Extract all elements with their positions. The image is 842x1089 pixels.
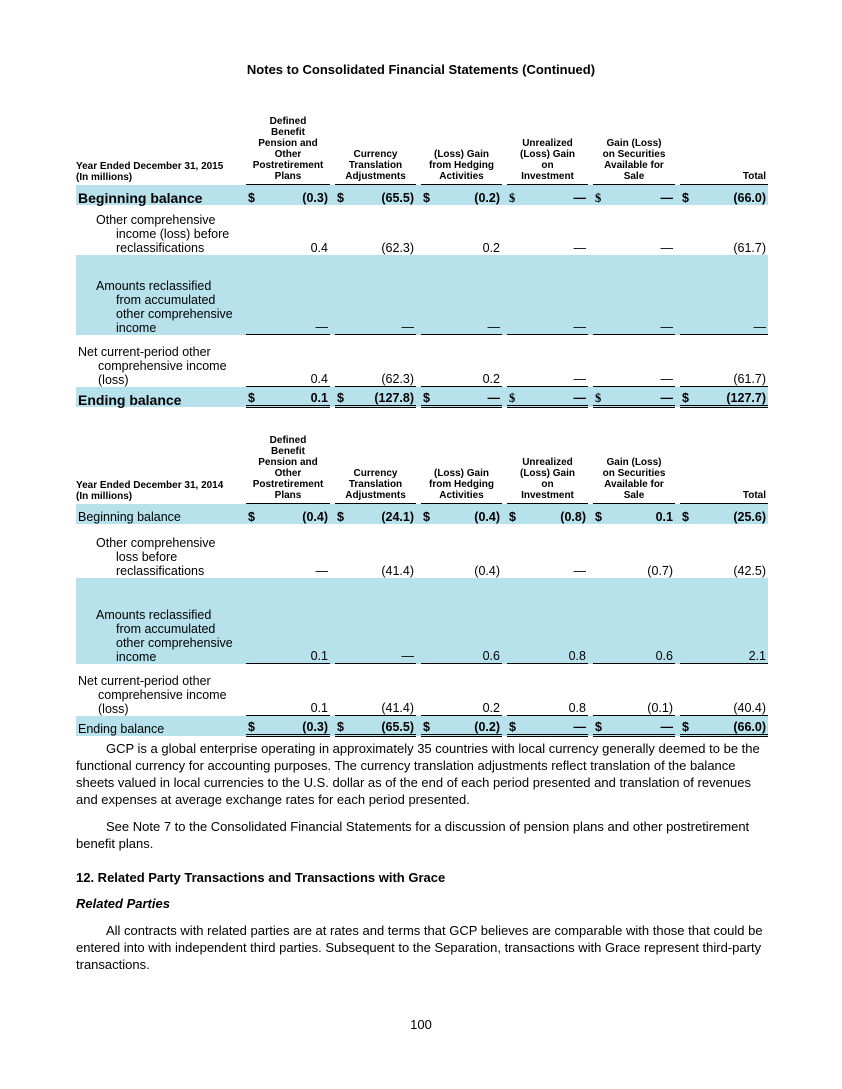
section-heading: 12. Related Party Transactions and Transactions with Grace bbox=[76, 870, 446, 885]
cell-content bbox=[423, 372, 500, 386]
cell-number: — bbox=[573, 720, 586, 734]
currency-sign: $ bbox=[595, 509, 602, 524]
cell-content bbox=[337, 372, 414, 386]
cell-number: 0.4 bbox=[310, 240, 328, 255]
row-value bbox=[680, 524, 768, 578]
cell-number: 2.1 bbox=[748, 649, 766, 663]
cell-content bbox=[337, 191, 414, 205]
row-value bbox=[246, 578, 330, 664]
row-value bbox=[335, 524, 416, 578]
cell-number: 0.8 bbox=[568, 701, 586, 715]
row-value bbox=[246, 504, 330, 524]
cell-content bbox=[595, 320, 673, 334]
cell-number: 0.1 bbox=[655, 509, 673, 524]
cell-number: (24.1) bbox=[381, 509, 414, 524]
cell-number: 0.2 bbox=[482, 701, 500, 715]
cell-number: (65.5) bbox=[381, 190, 414, 205]
cell-number: — bbox=[660, 391, 673, 405]
cell-content bbox=[509, 241, 586, 255]
cell-content bbox=[595, 510, 673, 524]
cell-number: — bbox=[660, 190, 673, 205]
currency-sign: $ bbox=[682, 190, 689, 205]
cell-number: (127.8) bbox=[374, 391, 414, 405]
cell-number: (42.5) bbox=[733, 563, 766, 578]
row-value bbox=[421, 185, 502, 205]
row-label: Other comprehensive income (loss) before reclassifications bbox=[96, 212, 230, 255]
currency-sign: $ bbox=[682, 509, 689, 524]
cell-number: (41.4) bbox=[381, 701, 414, 715]
row-value bbox=[246, 335, 330, 387]
row-value bbox=[680, 716, 768, 736]
pension-note-paragraph: See Note 7 to the Consolidated Financial Statements for a discussion of pension plans and other postretirement benefit plans. bbox=[76, 819, 750, 851]
row-value bbox=[335, 387, 416, 407]
row-value bbox=[421, 387, 502, 407]
column-header-currency: Currency Translation Adjustments bbox=[335, 435, 416, 504]
aoci-table-2014 bbox=[76, 435, 768, 737]
cell-content bbox=[337, 510, 414, 524]
cell-content bbox=[682, 564, 766, 578]
row-value bbox=[593, 504, 675, 524]
cell-content bbox=[595, 191, 673, 205]
cell-content bbox=[682, 649, 766, 663]
year-label: Year Ended December 31, 2014 (In millions) bbox=[76, 479, 224, 502]
cell-content bbox=[682, 701, 766, 715]
currency-sign: $ bbox=[595, 720, 602, 734]
table-row bbox=[76, 664, 768, 716]
cell-number: 0.2 bbox=[482, 240, 500, 255]
column-header-currency: Currency Translation Adjustments bbox=[335, 116, 416, 185]
column-header-hedging: (Loss) Gain from Hedging Activities bbox=[421, 116, 502, 185]
cell-content bbox=[509, 372, 586, 386]
cell-content bbox=[682, 241, 766, 255]
row-value bbox=[593, 387, 675, 407]
row-value bbox=[335, 255, 416, 335]
cell-content bbox=[248, 649, 328, 663]
column-header-total: Total bbox=[680, 435, 768, 504]
row-value bbox=[507, 664, 588, 716]
row-value bbox=[593, 716, 675, 736]
cell-number: (62.3) bbox=[381, 240, 414, 255]
cell-number: (25.6) bbox=[733, 509, 766, 524]
cell-content bbox=[595, 372, 673, 386]
row-value bbox=[593, 664, 675, 716]
cell-content bbox=[423, 191, 500, 205]
cell-number: (0.3) bbox=[302, 720, 328, 734]
cell-number: 0.6 bbox=[482, 649, 500, 663]
row-value bbox=[335, 335, 416, 387]
cell-number: 0.1 bbox=[310, 649, 328, 663]
cell-number: — bbox=[660, 320, 673, 334]
cell-number: — bbox=[401, 320, 414, 334]
cell-number: 0.1 bbox=[310, 701, 328, 715]
cell-content bbox=[595, 720, 673, 734]
cell-number: (62.3) bbox=[381, 372, 414, 386]
related-parties-paragraph: All contracts with related parties are at rates and terms that GCP believes are comparable with those that could be entered into with independent third parties. Subsequent to the Separation, transactions with Grace represent third-party transactions. bbox=[76, 923, 763, 972]
cell-content bbox=[423, 320, 500, 334]
row-value bbox=[507, 185, 588, 205]
cell-number: — bbox=[660, 240, 673, 255]
cell-content bbox=[682, 391, 766, 405]
cell-content bbox=[423, 649, 500, 663]
row-label: Beginning balance bbox=[76, 185, 246, 205]
row-value bbox=[421, 664, 502, 716]
currency-sign: $ bbox=[595, 391, 602, 405]
row-value bbox=[680, 504, 768, 524]
currency-sign: $ bbox=[248, 720, 255, 734]
cell-number: (127.7) bbox=[726, 391, 766, 405]
row-value bbox=[335, 578, 416, 664]
row-label: Net current-period other comprehensive income (loss) bbox=[78, 673, 227, 716]
cell-number: (0.4) bbox=[474, 563, 500, 578]
row-label: Ending balance bbox=[76, 387, 246, 407]
cell-number: — bbox=[573, 372, 586, 386]
row-value bbox=[335, 716, 416, 736]
cell-content bbox=[509, 720, 586, 734]
currency-sign: $ bbox=[423, 391, 430, 405]
cell-content bbox=[423, 241, 500, 255]
row-value bbox=[246, 185, 330, 205]
cell-content bbox=[682, 320, 766, 334]
currency-sign: $ bbox=[248, 190, 255, 205]
table-row bbox=[76, 185, 768, 205]
cell-content bbox=[248, 320, 328, 334]
table-row bbox=[76, 205, 768, 255]
row-value bbox=[246, 716, 330, 736]
cell-number: 0.4 bbox=[310, 372, 328, 386]
cell-number: (66.0) bbox=[733, 190, 766, 205]
row-value bbox=[507, 524, 588, 578]
row-value bbox=[593, 185, 675, 205]
row-value bbox=[593, 205, 675, 255]
table-header-row bbox=[76, 435, 768, 504]
cell-content bbox=[595, 701, 673, 715]
cell-content bbox=[595, 391, 673, 405]
cell-content bbox=[595, 241, 673, 255]
row-value bbox=[680, 664, 768, 716]
row-value bbox=[593, 578, 675, 664]
cell-number: — bbox=[660, 372, 673, 386]
cell-content bbox=[509, 564, 586, 578]
row-value bbox=[421, 335, 502, 387]
currency-sign: $ bbox=[682, 720, 689, 734]
cell-content bbox=[509, 649, 586, 663]
cell-content bbox=[509, 510, 586, 524]
cell-number: 0.6 bbox=[655, 649, 673, 663]
cell-number: — bbox=[487, 320, 500, 334]
table-row bbox=[76, 504, 768, 524]
row-value bbox=[507, 716, 588, 736]
cell-content bbox=[509, 391, 586, 405]
row-value bbox=[335, 664, 416, 716]
cell-number: — bbox=[573, 563, 586, 578]
page-number: 100 bbox=[410, 1017, 432, 1032]
row-value bbox=[593, 255, 675, 335]
row-value bbox=[680, 205, 768, 255]
cell-content bbox=[423, 510, 500, 524]
row-value bbox=[507, 504, 588, 524]
cell-content bbox=[682, 720, 766, 734]
cell-number: 0.8 bbox=[568, 649, 586, 663]
currency-sign: $ bbox=[509, 190, 516, 205]
row-value bbox=[680, 578, 768, 664]
table-row bbox=[76, 578, 768, 664]
row-value bbox=[507, 335, 588, 387]
cell-content bbox=[337, 320, 414, 334]
cell-content bbox=[423, 720, 500, 734]
cell-content bbox=[682, 191, 766, 205]
row-value bbox=[421, 716, 502, 736]
cell-content bbox=[248, 372, 328, 386]
row-value bbox=[421, 504, 502, 524]
row-value bbox=[507, 578, 588, 664]
section-subheading: Related Parties bbox=[76, 896, 170, 911]
cell-content bbox=[337, 391, 414, 405]
currency-sign: $ bbox=[248, 509, 255, 524]
cell-number: (0.7) bbox=[647, 563, 673, 578]
row-value bbox=[421, 578, 502, 664]
row-value bbox=[421, 205, 502, 255]
currency-sign: $ bbox=[337, 190, 344, 205]
row-label: Net current-period other comprehensive income (loss) bbox=[78, 344, 227, 387]
cell-number: (0.2) bbox=[474, 720, 500, 734]
column-header-pension: Defined Benefit Pension and Other Postretirement Plans bbox=[246, 435, 330, 504]
row-value bbox=[593, 335, 675, 387]
cell-content bbox=[423, 701, 500, 715]
column-header-hedging: (Loss) Gain from Hedging Activities bbox=[421, 435, 502, 504]
cell-number: (0.4) bbox=[474, 509, 500, 524]
row-value bbox=[680, 255, 768, 335]
cell-number: — bbox=[401, 649, 414, 663]
table-row bbox=[76, 255, 768, 335]
currency-sign: $ bbox=[248, 391, 255, 405]
cell-content bbox=[248, 391, 328, 405]
aoci-table-2015 bbox=[76, 116, 768, 408]
cell-content bbox=[248, 191, 328, 205]
year-label: Year Ended December 31, 2015 (In millions) bbox=[76, 160, 224, 183]
row-value bbox=[507, 387, 588, 407]
currency-sign: $ bbox=[682, 391, 689, 405]
cell-number: (0.8) bbox=[560, 509, 586, 524]
cell-number: (61.7) bbox=[733, 240, 766, 255]
row-value bbox=[680, 335, 768, 387]
cell-content bbox=[248, 720, 328, 734]
currency-sign: $ bbox=[595, 190, 602, 205]
cell-content bbox=[248, 241, 328, 255]
row-value bbox=[246, 387, 330, 407]
cell-content bbox=[337, 649, 414, 663]
row-value bbox=[335, 205, 416, 255]
cell-content bbox=[595, 564, 673, 578]
table-row bbox=[76, 716, 768, 736]
cell-content bbox=[682, 372, 766, 386]
cell-content bbox=[337, 241, 414, 255]
cell-content bbox=[509, 320, 586, 334]
cell-number: — bbox=[573, 240, 586, 255]
cell-number: — bbox=[573, 190, 586, 205]
currency-sign: $ bbox=[423, 190, 430, 205]
cell-content bbox=[337, 564, 414, 578]
row-value bbox=[421, 255, 502, 335]
column-header-investment: Unrealized (Loss) Gain on Investment bbox=[507, 116, 588, 185]
row-value bbox=[421, 524, 502, 578]
cell-number: 0.1 bbox=[310, 391, 328, 405]
cell-number: (66.0) bbox=[733, 720, 766, 734]
row-label: Beginning balance bbox=[76, 504, 246, 524]
cell-number: — bbox=[753, 320, 766, 334]
cell-number: — bbox=[573, 320, 586, 334]
currency-sign: $ bbox=[423, 509, 430, 524]
currency-sign: $ bbox=[423, 720, 430, 734]
table-row bbox=[76, 335, 768, 387]
currency-paragraph: GCP is a global enterprise operating in approximately 35 countries with local currency generally deemed to be the functional currency for accounting purposes. The currency translation adjustments reflect translation of the balance sheets valued in local currencies to the U.S. dollar as of the end of each period presented and translation of revenues and expenses at average exchange rates for each period presented. bbox=[76, 741, 760, 807]
cell-content bbox=[337, 720, 414, 734]
row-label: Other comprehensive loss before reclassifications bbox=[96, 535, 216, 578]
currency-sign: $ bbox=[509, 391, 516, 405]
column-header-pension: Defined Benefit Pension and Other Postretirement Plans bbox=[246, 116, 330, 185]
row-label: Ending balance bbox=[76, 716, 246, 736]
row-value bbox=[680, 185, 768, 205]
cell-number: — bbox=[573, 391, 586, 405]
row-value bbox=[680, 387, 768, 407]
cell-content bbox=[595, 649, 673, 663]
row-value bbox=[507, 255, 588, 335]
row-value bbox=[335, 504, 416, 524]
column-header-total: Total bbox=[680, 116, 768, 185]
row-label: Amounts reclassified from accumulated other comprehensive income bbox=[96, 278, 233, 335]
cell-content bbox=[423, 564, 500, 578]
column-header-securities: Gain (Loss) on Securities Available for Sale bbox=[593, 116, 675, 185]
cell-content bbox=[682, 510, 766, 524]
cell-number: (0.4) bbox=[302, 509, 328, 524]
cell-number: (61.7) bbox=[733, 372, 766, 386]
row-value bbox=[507, 205, 588, 255]
cell-number: — bbox=[315, 563, 328, 578]
cell-content bbox=[248, 510, 328, 524]
currency-sign: $ bbox=[337, 509, 344, 524]
cell-number: (0.3) bbox=[302, 190, 328, 205]
cell-number: (0.1) bbox=[647, 701, 673, 715]
cell-number: (65.5) bbox=[381, 720, 414, 734]
cell-number: (40.4) bbox=[733, 701, 766, 715]
cell-number: — bbox=[315, 320, 328, 334]
row-value bbox=[335, 185, 416, 205]
cell-number: (0.2) bbox=[474, 190, 500, 205]
cell-content bbox=[248, 564, 328, 578]
row-value bbox=[246, 524, 330, 578]
cell-number: — bbox=[487, 391, 500, 405]
row-value bbox=[246, 255, 330, 335]
cell-content bbox=[509, 701, 586, 715]
cell-content bbox=[509, 191, 586, 205]
currency-sign: $ bbox=[509, 509, 516, 524]
currency-sign: $ bbox=[337, 720, 344, 734]
cell-content bbox=[423, 391, 500, 405]
cell-number: 0.2 bbox=[482, 372, 500, 386]
table-header-row bbox=[76, 116, 768, 185]
row-label: Amounts reclassified from accumulated other comprehensive income bbox=[96, 607, 233, 664]
table-row bbox=[76, 524, 768, 578]
currency-sign: $ bbox=[337, 391, 344, 405]
table-row bbox=[76, 387, 768, 407]
row-value bbox=[246, 205, 330, 255]
row-value bbox=[593, 524, 675, 578]
page-title: Notes to Consolidated Financial Statements (Continued) bbox=[246, 62, 596, 77]
cell-content bbox=[337, 701, 414, 715]
column-header-securities: Gain (Loss) on Securities Available for Sale bbox=[593, 435, 675, 504]
column-header-investment: Unrealized (Loss) Gain on Investment bbox=[507, 435, 588, 504]
cell-content bbox=[248, 701, 328, 715]
row-value bbox=[246, 664, 330, 716]
cell-number: — bbox=[660, 720, 673, 734]
cell-number: (41.4) bbox=[381, 563, 414, 578]
currency-sign: $ bbox=[509, 720, 516, 734]
